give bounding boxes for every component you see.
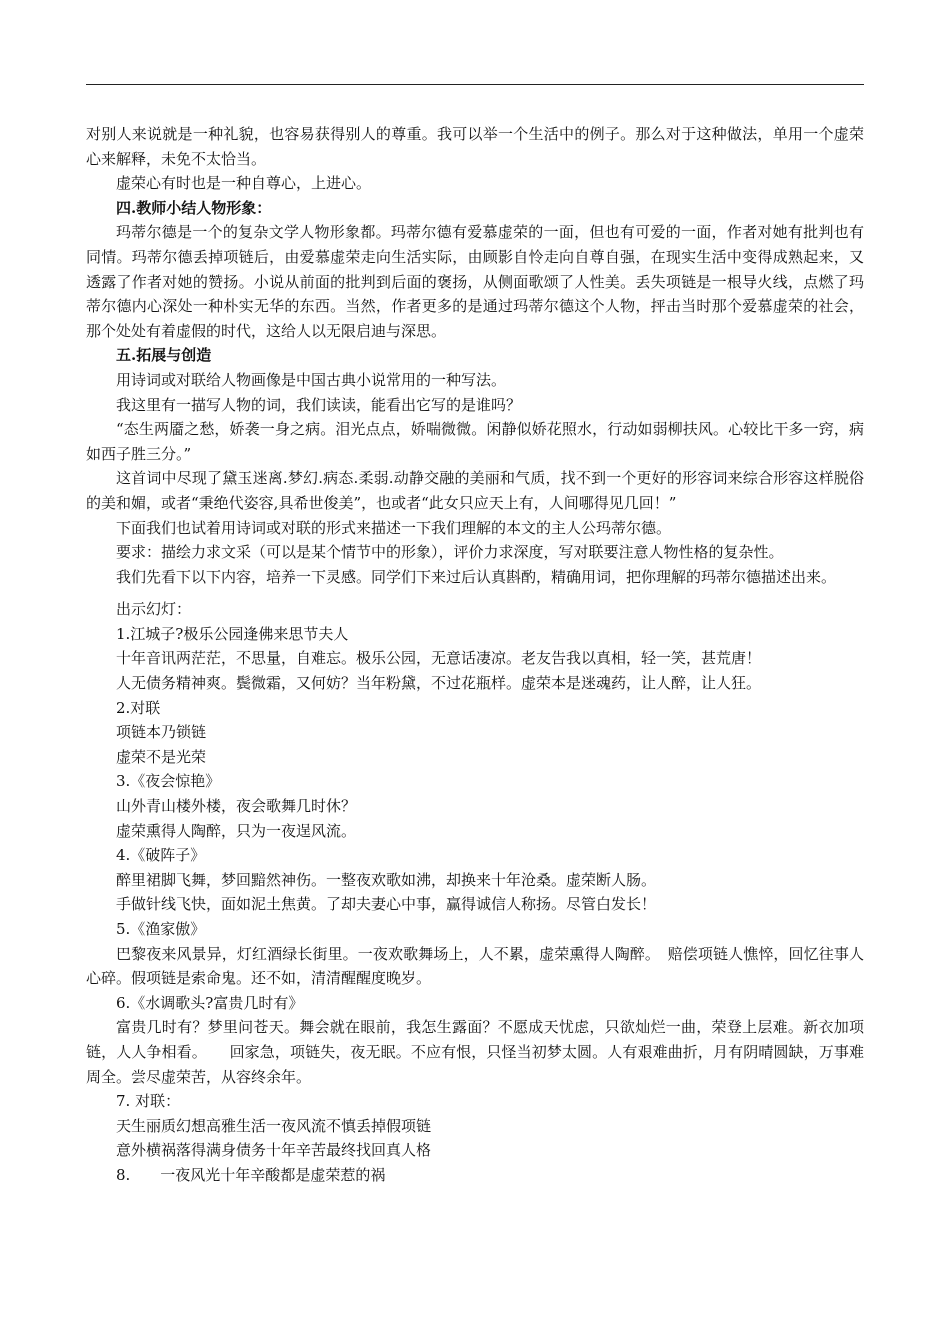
section-heading: 五.拓展与创造: [116, 346, 212, 365]
paragraph: 虚荣不是光荣: [116, 747, 207, 766]
paragraph: 富贵几时有？梦里问苍天。舞会就在眼前，我怎生露面？不愿成天忧虑，只欲灿烂一曲，荣登上层难。新衣加项链，人人争相看。 回家急，项链失，夜无眠。不应有恨，只怪当初梦太圆。人有艰难曲折，月有阴晴圆缺，万事难周全。尝尽虚荣苦，从容终余年。: [86, 1018, 864, 1086]
paragraph: 对别人来说就是一种礼貌，也容易获得别人的尊重。我可以举一个生活中的例子。那么对于这种做法，单用一个虚荣心来解释，未免不太恰当。: [86, 125, 864, 168]
paragraph: 我们先看下以下内容，培养一下灵感。同学们下来过后认真斟酌，精确用词，把你理解的玛蒂尔德描述出来。: [116, 567, 837, 586]
paragraph: 3.《夜会惊艳》: [116, 772, 221, 791]
section-heading: 四.教师小结人物形象：: [116, 198, 272, 217]
paragraph: 玛蒂尔德是一个的复杂文学人物形象都。玛蒂尔德有爱慕虚荣的一面，但也有可爱的一面，作者对她有批判也有同情。玛蒂尔德丢掉项链后，由爱慕虚荣走向生活实际，由顾影自怜走向自尊自强，在现实生活中变得成熟起来，又透露了作者对她的赞扬。小说从前面的批判到后面的褒扬，从侧面歌颂了人性美。丢失项链是一根导火线，点燃了玛蒂尔德内心深处一种朴实无华的东西。当然，作者更多的是通过玛蒂尔德这个人物，抨击当时那个爱慕虚荣的社会，那个处处有着虚假的时代，这给人以无限启迪与深思。: [86, 223, 864, 340]
paragraph: 项链本乃锁链: [116, 723, 207, 742]
document-body: [86, 122, 864, 1188]
paragraph: 出示幻灯：: [116, 600, 192, 619]
paragraph: 6.《水调歌头?富贵几时有》: [116, 993, 304, 1012]
paragraph: 要求：描绘力求文采（可以是某个情节中的形象），评价力求深度，写对联要注意人物性格的复杂性。: [116, 543, 784, 562]
paragraph: 虚荣熏得人陶醉，只为一夜逞风流。: [116, 821, 357, 840]
paragraph: 意外横祸落得满身债务十年辛苦最终找回真人格: [116, 1141, 432, 1160]
paragraph: 这首词中尽现了黛玉迷离.梦幻.病态.柔弱.动静交融的美丽和气质，找不到一个更好的形容词来综合形容这样脱俗的美和媚，或者“秉绝代姿容,具希世俊美”，也或者“此女只应天上有，人间哪得见几回！”: [86, 469, 864, 512]
paragraph: 5.《渔家傲》: [116, 920, 206, 938]
paragraph: 天生丽质幻想高雅生活一夜风流不慎丢掉假项链: [116, 1116, 432, 1135]
paragraph: 手做针线飞快，面如泥土焦黄。了却夫妻心中事，赢得诚信人称扬。尽管白发长！: [116, 895, 657, 914]
paragraph: 人无债务精神爽。鬓微霜，又何妨？当年粉黛，不过花瓶样。虚荣本是迷魂药，让人醉，让人狂。: [116, 674, 762, 693]
paragraph: 用诗词或对联给人物画像是中国古典小说常用的一种写法。: [116, 370, 507, 389]
header-rule: [86, 84, 864, 85]
paragraph: 7. 对联：: [116, 1092, 181, 1111]
paragraph: 8. 一夜风光十年辛酸都是虚荣惹的祸: [116, 1165, 386, 1184]
paragraph: 山外青山楼外楼，夜会歌舞几时休？: [116, 797, 357, 816]
paragraph: 巴黎夜来风景异，灯红酒绿长街里。一夜欢歌舞场上，人不累，虚荣熏得人陶醉。 赔偿项链人憔悴，回忆往事人心碎。假项链是索命鬼。还不如，清清醒醒度晚岁。: [86, 944, 864, 988]
paragraph: 十年音讯两茫茫，不思量，自难忘。极乐公园，无意话凄凉。老友告我以真相，轻一笑，甚荒唐！: [116, 649, 762, 668]
paragraph: 醉里裙脚飞舞，梦回黯然神伤。一整夜欢歌如沸，却换来十年沧桑。虚荣断人肠。: [116, 870, 657, 889]
paragraph: 下面我们也试着用诗词或对联的形式来描述一下我们理解的本文的主人公玛蒂尔德。: [116, 518, 672, 537]
paragraph: “态生两靥之愁，娇袭一身之病。泪光点点，娇喘微微。闲静似娇花照水，行动如弱柳扶风。心较比干多一窍，病如西子胜三分。”: [86, 420, 864, 463]
paragraph: 我这里有一描写人物的词，我们读读，能看出它写的是谁吗？: [116, 395, 522, 414]
paragraph: 4.《破阵子》: [116, 846, 206, 865]
paragraph: 虚荣心有时也是一种自尊心，上进心。: [116, 174, 372, 193]
paragraph: 1.江城子?极乐公园逢佛来思节夫人: [116, 624, 349, 643]
paragraph: 2.对联: [116, 698, 161, 717]
